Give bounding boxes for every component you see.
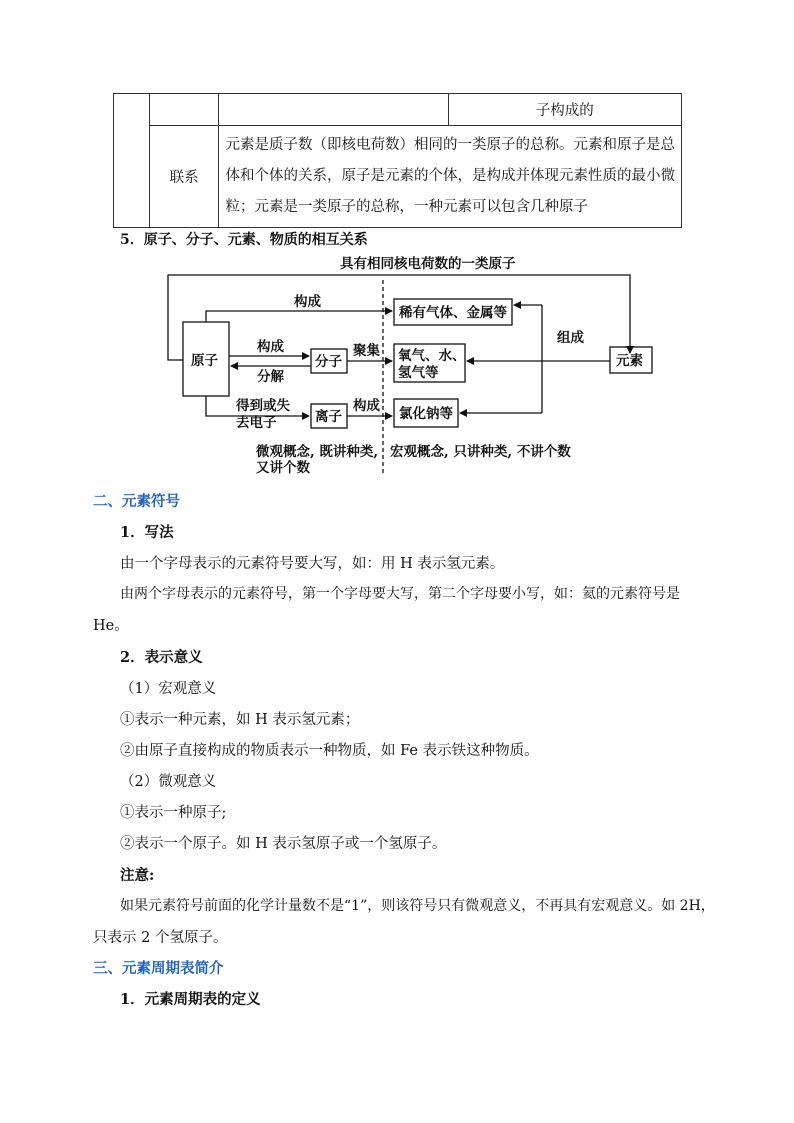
macro-label: 宏观概念, 只讲种类, 不讲个数: [390, 444, 571, 460]
relation-line: 元素是质子数（即核电荷数）相同的一类原子的总称。元素和原子是总: [225, 137, 675, 153]
s2-2-title: 2．表示意义: [120, 649, 203, 666]
noble-label: 稀有气体、金属等: [399, 305, 507, 321]
s2-1-p2a: 由两个字母表示的元素符号，第一个字母要大写，第二个字母要小写，如：氦的元素符号是: [120, 586, 680, 602]
comparison-table: [113, 93, 682, 228]
decompose-label: 分解: [257, 369, 284, 385]
top-label: 具有相同核电荷数的一类原子: [340, 256, 516, 272]
table-cell: [149, 94, 219, 126]
atom-label: 原子: [191, 353, 218, 369]
table-row: [114, 94, 682, 126]
molecule-label: 分子: [315, 354, 342, 370]
nacl-label: 氯化钠等: [399, 406, 453, 422]
s2-micro-title: （2）微观意义: [120, 774, 217, 790]
table-cell: [448, 94, 682, 126]
s3-1-title: 1．元素周期表的定义: [120, 991, 261, 1008]
section-5-title: 5．原子、分子、元素、物质的相互关系: [120, 232, 368, 248]
compose-ion-label: 构成: [353, 398, 380, 414]
relation-line: 粒；元素是一类原子的总称，一种元素可以包含几种原子: [225, 199, 588, 215]
relation-label: 联系: [169, 170, 199, 186]
s2-1-p1: 由一个字母表示的元素符号要大写，如：用 H 表示氢元素。: [120, 556, 505, 572]
compose-mid-label: 构成: [257, 339, 284, 355]
arrow-atom-noble: [206, 311, 392, 322]
s2-1-title: 1．写法: [120, 524, 174, 541]
element-label: 元素: [616, 353, 643, 369]
note-title: 注意:: [120, 867, 155, 884]
cell-text: 子构成的: [535, 103, 594, 119]
s2-macro-2: ②由原子直接构成的物质表示一种物质，如 Fe 表示铁这种物质。: [120, 743, 539, 759]
s2-micro-2: ②表示一个原子。如 H 表示氢原子或一个氢原子。: [120, 836, 447, 852]
section-3-heading: 三、元素周期表简介: [93, 960, 224, 977]
gain-lose-label-1: 得到或失: [236, 398, 290, 414]
s2-1-p2b: He。: [93, 618, 129, 634]
s2-macro-1: ①表示一种元素，如 H 表示氢元素；: [120, 712, 360, 728]
micro-label-1: 微观概念, 既讲种类,: [256, 444, 379, 460]
note-p2: 只表示 2 个氢原子。: [93, 930, 228, 946]
table-cell: [219, 94, 448, 126]
section-2-heading: 二、元素符号: [93, 493, 180, 510]
aggregate-label: 聚集: [353, 343, 380, 359]
micro-label-2: 又讲个数: [256, 460, 310, 476]
relation-text-cell: [219, 126, 682, 228]
note-p1: 如果元素符号前面的化学计量数不是“1”，则该符号只有微观意义，不再具有宏观意义。如 2H，: [120, 898, 715, 914]
relation-line: 体和个体的关系，原子是元素的个体，是构成并体现元素性质的最小微: [225, 168, 675, 184]
s2-macro-title: （1）宏观意义: [120, 681, 217, 697]
gas-label-2: 氢气等: [398, 365, 439, 381]
table-row: [114, 126, 682, 228]
relation-label-cell: [149, 126, 219, 228]
compose-right-label: 组成: [557, 330, 584, 346]
compose-top-label: 构成: [294, 294, 321, 310]
gain-lose-label-2: 去电子: [236, 415, 277, 431]
table-cell: [114, 94, 150, 228]
relation-diagram: [150, 250, 660, 478]
s2-micro-1: ①表示一种原子;: [120, 805, 227, 821]
gas-label-1: 氧气、水、: [398, 348, 466, 364]
ion-label: 离子: [315, 409, 342, 425]
